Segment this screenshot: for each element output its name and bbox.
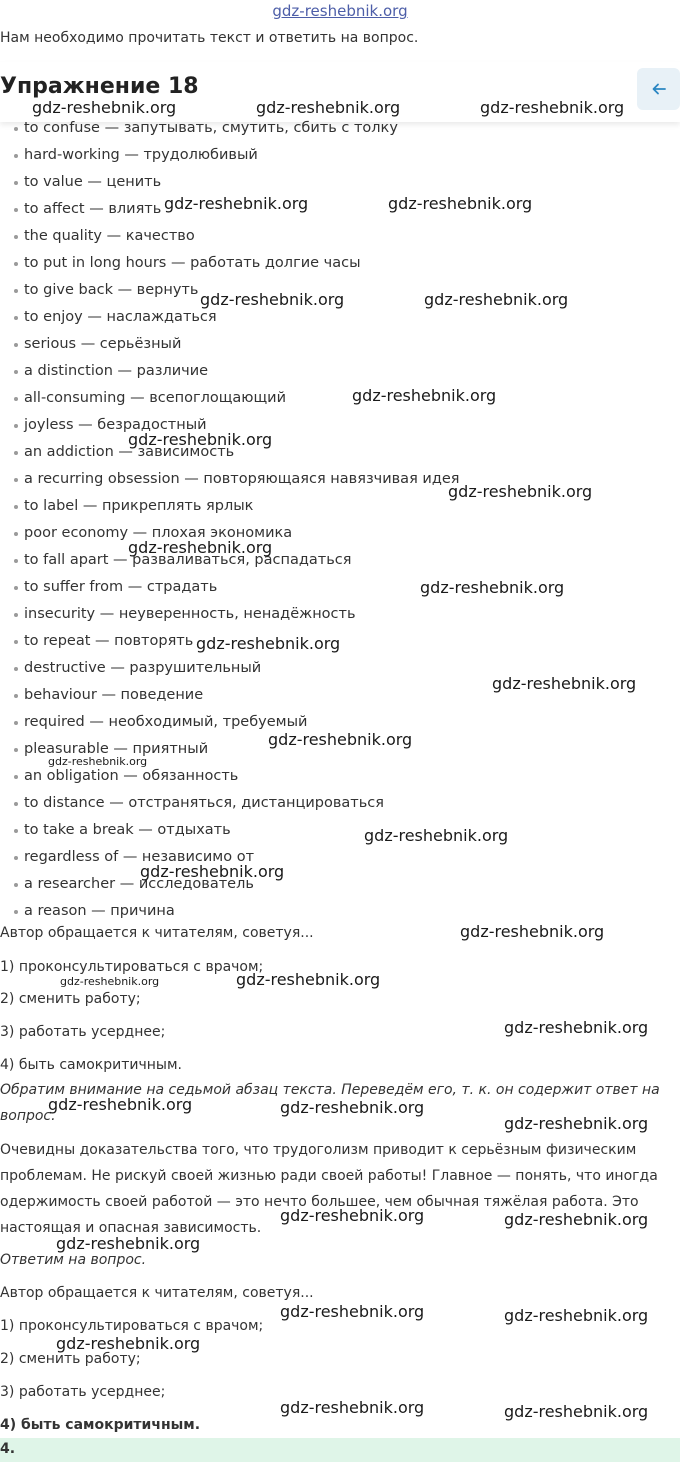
question-text: Автор обращается к читателям, советуя... (0, 925, 314, 941)
watermark: gdz-reshebnik.org (352, 386, 497, 405)
vocab-item (0, 898, 680, 925)
answer-heading: Ответим на вопрос. (0, 1252, 147, 1268)
watermark: gdz-reshebnik.org (504, 1306, 649, 1325)
vocab-text: all-consuming — всепоглощающий (24, 390, 287, 406)
bullet-icon (14, 721, 18, 725)
vocab-item (0, 520, 680, 547)
answer-option-4-correct: 4) быть самокритичным. (0, 1417, 201, 1433)
bullet-icon (14, 775, 18, 779)
intro-text: Нам необходимо прочитать текст и ответить на вопрос. (0, 30, 419, 46)
vocab-text: required — необходимый, требуемый (24, 714, 308, 730)
vocab-text: to confuse — запутывать, смутить, сбить с толку (24, 120, 398, 136)
bullet-icon (14, 478, 18, 482)
bullet-icon (14, 208, 18, 212)
watermark: gdz-reshebnik.org (56, 1234, 201, 1253)
watermark: gdz-reshebnik.org (128, 538, 273, 557)
bullet-icon (14, 235, 18, 239)
vocab-text: hard-working — трудолюбивый (24, 147, 258, 163)
back-button[interactable] (637, 68, 680, 110)
answer-option-1: 1) проконсультироваться с врачом; (0, 1318, 264, 1334)
vocab-text: a reason — причина (24, 903, 175, 919)
vocab-text: serious — серьёзный (24, 336, 182, 352)
exercise-title: Упражнение 18 (0, 74, 199, 99)
watermark: gdz-reshebnik.org (504, 1210, 649, 1229)
bullet-icon (14, 586, 18, 590)
vocab-item (0, 412, 680, 439)
vocab-text: to put in long hours — работать долгие часы (24, 255, 361, 271)
watermark: gdz-reshebnik.org (492, 674, 637, 693)
vocab-text: pleasurable — приятный (24, 741, 209, 757)
vocab-text: joyless — безрадостный (24, 417, 207, 433)
watermark: gdz-reshebnik.org (460, 922, 605, 941)
bullet-icon (14, 748, 18, 752)
vocab-item (0, 223, 680, 250)
vocab-item (0, 196, 680, 223)
watermark: gdz-reshebnik.org (256, 98, 401, 117)
vocab-text: an addiction — зависимость (24, 444, 235, 460)
vocab-text: to fall apart — разваливаться, распадаться (24, 552, 352, 568)
watermark: gdz-reshebnik.org (236, 970, 381, 989)
vocab-item (0, 817, 680, 844)
bullet-icon (14, 613, 18, 617)
site-link[interactable]: gdz-reshebnik.org (272, 2, 408, 20)
bullet-icon (14, 667, 18, 671)
vocab-text: to take a break — отдыхать (24, 822, 231, 838)
watermark: gdz-reshebnik.org (196, 634, 341, 653)
answer-option-2: 2) сменить работу; (0, 1351, 141, 1367)
bullet-icon (14, 856, 18, 860)
note-line-2: вопрос. (0, 1108, 56, 1124)
vocab-item (0, 844, 680, 871)
watermark: gdz-reshebnik.org (420, 578, 565, 597)
vocab-item (0, 601, 680, 628)
bullet-icon (14, 829, 18, 833)
watermark: gdz-reshebnik.org (140, 862, 285, 881)
watermark: gdz-reshebnik.org (280, 1302, 425, 1321)
bullet-icon (14, 370, 18, 374)
watermark: gdz-reshebnik.org (504, 1402, 649, 1421)
bullet-icon (14, 397, 18, 401)
vocab-item (0, 547, 680, 574)
note-line-1: Обратим внимание на седьмой абзац текста. Переведём его, т. к. он содержит ответ на (0, 1082, 660, 1098)
watermark: gdz-reshebnik.org (280, 1098, 425, 1117)
vocab-item (0, 871, 680, 898)
watermark: gdz-reshebnik.org (48, 1095, 193, 1114)
translation-paragraph: Очевидны доказательства того, что трудоголизм приводит к серьёзным физическим проблемам. Не рискуй своей жизнью ради своей работы! Главное — понять, что иногда одержимость своей работой — это нечто большее, чем обычная тяжёлая работа. Это настоящая и опасная зависимость. (0, 1142, 658, 1236)
bullet-icon (14, 802, 18, 806)
bullet-icon (14, 451, 18, 455)
bullet-icon (14, 883, 18, 887)
option-3: 3) работать усерднее; (0, 1024, 166, 1040)
watermark: gdz-reshebnik.org (280, 1206, 425, 1225)
watermark: gdz-reshebnik.org (280, 1398, 425, 1417)
vocab-text: to suffer from — страдать (24, 579, 218, 595)
vocab-text: a researcher — исследователь (24, 876, 254, 892)
bullet-icon (14, 127, 18, 131)
bullet-icon (14, 289, 18, 293)
vocab-text: to give back — вернуть (24, 282, 199, 298)
bullet-icon (14, 154, 18, 158)
bullet-icon (14, 424, 18, 428)
vocab-item (0, 358, 680, 385)
watermark: gdz-reshebnik.org (424, 290, 569, 309)
watermark: gdz-reshebnik.org (480, 98, 625, 117)
vocab-item (0, 790, 680, 817)
vocab-text: to value — ценить (24, 174, 162, 190)
bullet-icon (14, 640, 18, 644)
bullet-icon (14, 181, 18, 185)
watermark: gdz-reshebnik.org (388, 194, 533, 213)
watermark: gdz-reshebnik.org (448, 482, 593, 501)
bullet-icon (14, 316, 18, 320)
vocab-item (0, 385, 680, 412)
bullet-icon (14, 262, 18, 266)
bullet-icon (14, 343, 18, 347)
watermark: gdz-reshebnik.org (32, 98, 177, 117)
vocab-item (0, 439, 680, 466)
answer-question: Автор обращается к читателям, советуя... (0, 1285, 314, 1301)
vocab-text: the quality — качество (24, 228, 195, 244)
vocab-text: to enjoy — наслаждаться (24, 309, 217, 325)
arrow-left-icon (651, 81, 667, 97)
watermark: gdz-reshebnik.org (164, 194, 309, 213)
bullet-icon (14, 694, 18, 698)
watermark: gdz-reshebnik.org (504, 1018, 649, 1037)
bullet-icon (14, 505, 18, 509)
answer-option-3: 3) работать усерднее; (0, 1384, 166, 1400)
option-2: 2) сменить работу; (0, 991, 141, 1007)
vocab-text: to label — прикреплять ярлык (24, 498, 254, 514)
final-answer-bar (0, 1438, 680, 1462)
vocab-text: poor economy — плохая экономика (24, 525, 293, 541)
watermark: gdz-reshebnik.org (268, 730, 413, 749)
vocab-item (0, 115, 680, 142)
final-answer: 4. (0, 1441, 16, 1457)
option-1: 1) проконсультироваться с врачом; (0, 959, 264, 975)
watermark: gdz-reshebnik.org (128, 430, 273, 449)
watermark: gdz-reshebnik.org (504, 1114, 649, 1133)
vocab-text: a recurring obsession — повторяющаяся навязчивая идея (24, 471, 460, 487)
vocab-item (0, 331, 680, 358)
vocab-text: insecurity — неуверенность, ненадёжность (24, 606, 356, 622)
vocab-text: behaviour — поведение (24, 687, 204, 703)
vocab-item (0, 169, 680, 196)
vocab-text: destructive — разрушительный (24, 660, 262, 676)
watermark: gdz-reshebnik.org (48, 755, 148, 768)
bullet-icon (14, 559, 18, 563)
watermark: gdz-reshebnik.org (60, 975, 160, 988)
vocab-text: regardless of — независимо от (24, 849, 255, 865)
bullet-icon (14, 910, 18, 914)
vocab-item (0, 574, 680, 601)
watermark: gdz-reshebnik.org (200, 290, 345, 309)
bullet-icon (14, 532, 18, 536)
vocab-text: to affect — влиять (24, 201, 162, 217)
vocab-item (0, 142, 680, 169)
vocab-text: to repeat — повторять (24, 633, 194, 649)
vocab-text: to distance — отстраняться, дистанцироваться (24, 795, 384, 811)
watermark: gdz-reshebnik.org (364, 826, 509, 845)
vocab-text: a distinction — различие (24, 363, 209, 379)
vocab-item (0, 250, 680, 277)
vocab-text: an obligation — обязанность (24, 768, 239, 784)
option-4: 4) быть самокритичным. (0, 1057, 182, 1073)
watermark: gdz-reshebnik.org (56, 1334, 201, 1353)
vocabulary-list (0, 115, 680, 925)
